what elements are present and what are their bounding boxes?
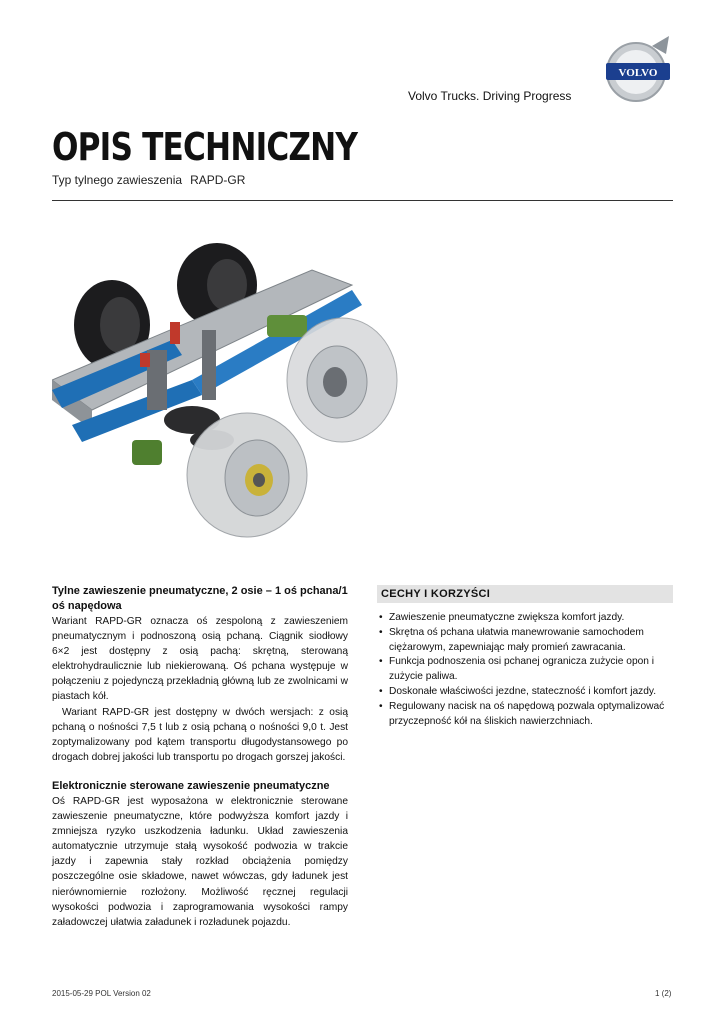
footer-version: 2015-05-29 POL Version 02 bbox=[52, 989, 151, 998]
feature-item: • Regulowany nacisk na oś napędową pozwala optymalizować przyczepność kół na śliskich nawierzchniach. bbox=[377, 700, 673, 730]
description-column bbox=[52, 584, 348, 930]
page-subtitle bbox=[52, 173, 245, 187]
section2-paragraph-1: Oś RAPD-GR jest wyposażona w elektronicznie sterowane zawieszenie pneumatyczne, które podwyższa komfort jazdy i zmniejsza ryzyko uszkodzenia ładunku. Układ zawieszenia automatycznie utrzymuje stałą wysokość podwozia w trakcie jazdy i zapewnia stały rozkład obciążenia pomiędzy poszczególne osie składowe, nawet wówczas, gdy ładunek jest nierównomiernie rozłożony. Możliwość ręcznej regulacji wysokości podwozia i zaprogramowania wysokości rampy załadowczej ułatwia załadunek i rozładunek pojazdu. bbox=[52, 795, 348, 928]
feature-item: • Zawieszenie pneumatyczne zwiększa komfort jazdy. bbox=[377, 611, 673, 626]
section1-paragraph-2: Wariant RAPD-GR jest dostępny w dwóch wersjach: z osią pchaną o nośności 7,5 t lub z osią pchaną o nośności 9,0 t. Jest zoptymalizowany pod kątem transportu długodystansowego po drogach dobrej jakości lub transportu po drogach gorszej jakości. bbox=[52, 706, 348, 763]
brand-tagline: Volvo Trucks. Driving Progress bbox=[408, 89, 572, 103]
features-heading: CECHY I KORZYŚCI bbox=[377, 585, 673, 603]
page-title: OPIS TECHNICZNY bbox=[52, 125, 358, 169]
features-panel bbox=[377, 585, 673, 729]
feature-item: • Doskonałe właściwości jezdne, stateczność i komfort jazdy. bbox=[377, 685, 673, 700]
subtitle-label: Typ tylnego zawieszenia bbox=[52, 173, 183, 187]
feature-item: • Skrętna oś pchana ułatwia manewrowanie samochodem ciężarowym, zapewniając mały promień zawracania. bbox=[377, 626, 673, 656]
subtitle-code: RAPD-GR bbox=[190, 173, 246, 187]
section2-heading: Elektronicznie sterowane zawieszenie pneumatyczne bbox=[52, 779, 330, 792]
features-list bbox=[377, 611, 673, 729]
section1-heading: Tylne zawieszenie pneumatyczne, 2 osie – 1 oś pchana/1 oś napędowa bbox=[52, 585, 348, 612]
logo-wordmark: VOLVO bbox=[618, 67, 658, 79]
suspension-illustration bbox=[52, 230, 432, 550]
section1-paragraph-1: Wariant RAPD-GR oznacza oś zespoloną z zawieszeniem pneumatycznym i podnoszoną osią pchaną. Ciągnik siodłowy 6×2 jest dostępny z osią pachą: skrętną, sterowaną elektrohydraulicznie lub niekierowaną. Oś pchana występuje w połączeniu z pojedynczą przekładnią główną lub ze zwolnicami w piastach kół. bbox=[52, 616, 348, 703]
header-divider bbox=[52, 200, 673, 201]
feature-item: • Funkcja podnoszenia osi pchanej ogranicza zużycie opon i zużycie paliwa. bbox=[377, 655, 673, 685]
volvo-logo bbox=[603, 34, 673, 104]
footer-page-number: 1 (2) bbox=[655, 989, 672, 998]
